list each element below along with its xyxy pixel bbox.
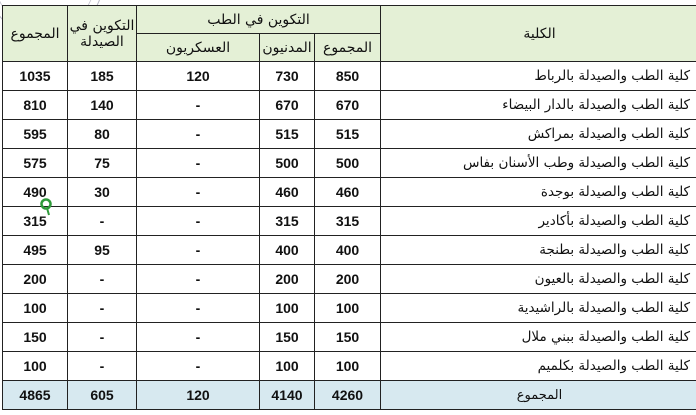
cell-military: - [137, 265, 260, 294]
cell-military: - [137, 323, 260, 352]
cell-college: كلية الطب والصيدلة بمراكش [381, 120, 696, 149]
totals-row [3, 381, 696, 410]
cell-military: - [137, 120, 260, 149]
header-medicine-group: التكوين في الطب [137, 6, 381, 34]
cell-med-total: 100 [315, 352, 381, 381]
cell-total: 315 [3, 207, 68, 236]
table-row [3, 352, 696, 381]
cell-military: - [137, 207, 260, 236]
cell-military: - [137, 178, 260, 207]
totals-med-total: 4260 [315, 381, 381, 410]
cell-civilians: 500 [260, 149, 315, 178]
cell-military: - [137, 149, 260, 178]
cell-med-total: 500 [315, 149, 381, 178]
cell-med-total: 515 [315, 120, 381, 149]
table-row [3, 236, 696, 265]
cell-civilians: 670 [260, 91, 315, 120]
totals-military: 120 [137, 381, 260, 410]
cell-military: 120 [137, 62, 260, 91]
cell-total: 495 [3, 236, 68, 265]
cell-civilians: 315 [260, 207, 315, 236]
cell-med-total: 850 [315, 62, 381, 91]
cell-college: كلية الطب والصيدلة بكلميم [381, 352, 696, 381]
cell-civilians: 200 [260, 265, 315, 294]
cell-college: كلية الطب والصيدلة وطب الأسنان بفاس [381, 149, 696, 178]
cell-college: كلية الطب والصيدلة بالعيون [381, 265, 696, 294]
table-row [3, 91, 696, 120]
cell-pharmacy: - [68, 323, 137, 352]
cell-med-total: 400 [315, 236, 381, 265]
cell-pharmacy: - [68, 265, 137, 294]
cell-college: كلية الطب والصيدلة بوجدة [381, 178, 696, 207]
table-row [3, 207, 696, 236]
header-grand-total: المجموع [3, 6, 68, 62]
cell-med-total: 100 [315, 294, 381, 323]
cell-total: 810 [3, 91, 68, 120]
cell-med-total: 150 [315, 323, 381, 352]
totals-grand-total: 4865 [3, 381, 68, 410]
cell-pharmacy: 140 [68, 91, 137, 120]
cell-pharmacy: 75 [68, 149, 137, 178]
table-row [3, 178, 696, 207]
cell-college: كلية الطب والصيدلة بطنجة [381, 236, 696, 265]
cell-med-total: 315 [315, 207, 381, 236]
cell-military: - [137, 294, 260, 323]
table-row [3, 120, 696, 149]
cell-pharmacy: 80 [68, 120, 137, 149]
cell-pharmacy: - [68, 352, 137, 381]
cell-total: 100 [3, 352, 68, 381]
cell-total: 100 [3, 294, 68, 323]
cell-total: 490 [3, 178, 68, 207]
cell-civilians: 100 [260, 294, 315, 323]
cell-total: 595 [3, 120, 68, 149]
header-military: العسكريون [137, 34, 260, 62]
table-row [3, 62, 696, 91]
cell-civilians: 515 [260, 120, 315, 149]
cell-total: 150 [3, 323, 68, 352]
cell-pharmacy: - [68, 207, 137, 236]
cell-med-total: 670 [315, 91, 381, 120]
cell-college: كلية الطب والصيدلة ببني ملال [381, 323, 696, 352]
cell-civilians: 100 [260, 352, 315, 381]
cell-military: - [137, 352, 260, 381]
totals-civilians: 4140 [260, 381, 315, 410]
cell-civilians: 730 [260, 62, 315, 91]
totals-pharmacy: 605 [68, 381, 137, 410]
table-row [3, 149, 696, 178]
cell-military: - [137, 236, 260, 265]
cell-total: 200 [3, 265, 68, 294]
cell-civilians: 460 [260, 178, 315, 207]
cell-pharmacy: - [68, 294, 137, 323]
cell-college: كلية الطب والصيدلة بأكادير [381, 207, 696, 236]
header-medicine-total: المجموع [315, 34, 381, 62]
table-row [3, 294, 696, 323]
totals-label: المجموع [381, 381, 696, 410]
cell-military: - [137, 91, 260, 120]
pin-marker-icon [40, 198, 54, 216]
colleges-table [2, 5, 696, 410]
table-row [3, 265, 696, 294]
cell-pharmacy: 30 [68, 178, 137, 207]
cell-med-total: 200 [315, 265, 381, 294]
cell-civilians: 400 [260, 236, 315, 265]
cell-college: كلية الطب والصيدلة بالراشيدية [381, 294, 696, 323]
cell-total: 1035 [3, 62, 68, 91]
cell-college: كلية الطب والصيدلة بالرباط [381, 62, 696, 91]
cell-pharmacy: 185 [68, 62, 137, 91]
cell-college: كلية الطب والصيدلة بالدار البيضاء [381, 91, 696, 120]
cell-pharmacy: 95 [68, 236, 137, 265]
header-college: الكلية [381, 6, 696, 62]
cell-total: 575 [3, 149, 68, 178]
header-civilians: المدنيون [260, 34, 315, 62]
table-row [3, 323, 696, 352]
cell-med-total: 460 [315, 178, 381, 207]
header-pharmacy: التكوين في الصيدلة [68, 6, 137, 62]
cell-civilians: 150 [260, 323, 315, 352]
